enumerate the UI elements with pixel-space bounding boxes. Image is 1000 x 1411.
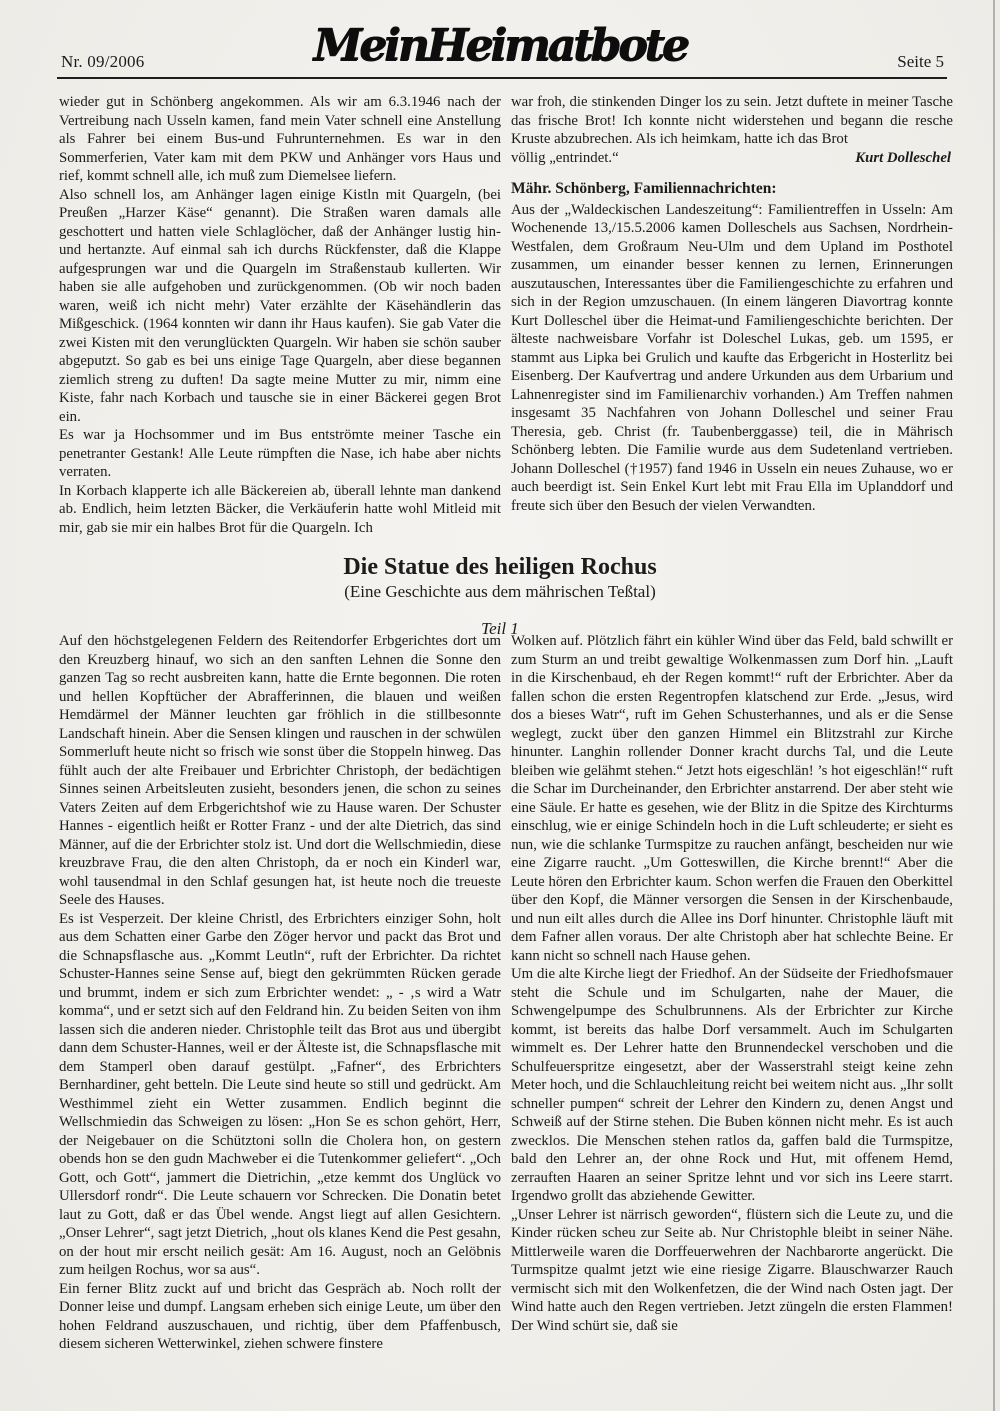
paragraph: Es ist Vesperzeit. Der kleine Christl, des Erbrichters einziger Sohn, holt aus dem Schatten einer Garbe den Zöger hervor und packt das Brot und die Schnapsflasche aus. „Kommt Leutln“, ruft der Erbrichter. Da richtet Schuster-Hannes seine Sense auf, biegt den gekrümmten Rücken gerade und brummt, indem er sich zum Erbrichter wendet: „ - ‚s wird a Watr komma“, und er setzt sich auf den Feldrand hin. Zu beiden Seiten von ihm lassen sich die anderen nieder. Christophle teilt das Brot aus und übergibt dann dem Schuster-Hannes, weil er der Älteste ist, die Schnapsflasche mit dem Stamperl oben darauf gestülpt. „Fafner“, des Erbrichters Bernhardiner, geht betteln. Die Leute sind heute so still und gedrückt. Am Westhimmel zieht ein Wetter zusammen. Endlich beginnt die Wellschmiedin das Schweigen zu lösen: „Hon Se es schon gehört, Herr, der Neigebauer on die Schütztoni solln die Cholera hon, on gestern obends hon se den gudn Machweber ei die Tutenkommer geliefert“. „Och Gott, och Gott“, jammert die Dietrichin, „etze kemmt dos Unglück vo Ullersdorf rondr“. Die Leute schauern vor Schrecken. Die Donatin betet laut zu Gott, daß er das Übel wende. Angst liegt auf allen Gesichtern. „Onser Lehrer“, sagt jetzt Dietrich, „hout ols klanes Kend die Pest gesahn, on der hout mir erscht neilich gesät: Am 16. August, noch an Gelöbnis zum heilgen Rochus, wor sa aus“. [59, 910, 501, 1278]
paragraph: Es war ja Hochsommer und im Bus entströmte meiner Tasche ein penetranter Gestank! Alle Leute rümpften die Nase, ich habe aber nichts verraten. [59, 427, 501, 480]
family-news-heading: Mähr. Schönberg, Familiennachrichten: [511, 180, 777, 197]
paragraph-last-line: völlig „entrindet.“ [511, 149, 619, 166]
story-title-block [0, 554, 1000, 638]
masthead-logo: MeinHeimatbote [313, 20, 687, 71]
story-part-label: Teil 1 [481, 619, 519, 638]
header-rule [57, 77, 947, 79]
rochus-story-left-column [59, 632, 501, 1400]
paragraph: wieder gut in Schönberg angekommen. Als wir am 6.3.1946 nach der Vertreibung nach Usseln kamen, fand mein Vater schnell eine Anstellung als Fahrer bei einem Bus-und Fuhrunternehmen. Es war in den Sommerferien, Vater kam mit dem PKW und Anhänger vors Haus und rief, kommt schnell alle, ich muß zum Diemelsee liefern. [59, 94, 501, 184]
author-byline: Kurt Dolleschel [855, 149, 951, 166]
scan-edge-artifact [993, 0, 995, 1411]
paragraph: Um die alte Kirche liegt der Friedhof. An der Südseite der Friedhofsmauer steht die Schule und im Schulgarten, nahe der Mauer, die Schwengelpumpe des Schulbrunnens. Als der Erbrichter zur Kirche kommt, ist bereits das halbe Dorf versammelt. Auch im Schulgarten wimmelt es. Der Lehrer hatte den Brunnendeckel verschoben und die Schulfeuerspritze eingesetzt, aber der Wasserstrahl steigt keine zehn Meter hoch, und die Schlauchleitung reicht bei weitem nicht aus. „Ihr sollt schneller pumpen“ schreit der Lehrer den Kindern zu, denen Angst und Schweiß auf der Stirne stehen. Die Buben können nicht mehr. Es ist auch zwecklos. Die Menschen stehen ratlos da, gaffen bald die Turmspitze, bald den Lehrer an, der ohne Rock und Hut, mit offenem Hemd, zerrauften Haaren an seiner Spritze lehnt und vor sich ins Leere starrt. Irgendwo grollt das abziehende Gewitter. [511, 966, 953, 1204]
paragraph: Auf den höchstgelegenen Feldern des Reitendorfer Erbgerichtes dort um den Kreuzberg hinauf, wo sich an den sanften Lehnen die Sonne den ganzen Tag so recht ausbreiten kann, hatte die Ernte begonnen. Die roten und hellen Kopftücher der Abrafferinnen, die blauen und weißen Hemdärmel der Männer leuchten gar fröhlich in die stillbesonnte Landschaft hinein. Aber die Sensen klingen und rauschen in der schwülen Sommerluft heute nicht so frisch wie sonst über die Stoppeln hinweg. Das fühlt auch der alte Freibauer und Erbrichter Christoph, der bedächtigen Sinnes seinen Arbeitsleuten zusieht, besonders jenen, die schon zu seines Vaters Zeiten auf dem Erbgerichtshof wie zu Hause waren. Der Schuster Hannes - eigentlich heißt er Rotter Franz - und der alte Dietrich, das sind Männer, auf die der Erbrichter stolz ist. Und dort die Wellschmiedin, diese kreuzbrave Frau, die den alten Christoph, da er noch ein Kinderl war, wohl tausendmal in den Schlaf gesungen hat, ist heute noch die treueste Seele des Hauses. [59, 633, 501, 908]
story-subtitle: (Eine Geschichte aus dem mährischen Teßtal) [344, 582, 656, 601]
paragraph: Wolken auf. Plötzlich fährt ein kühler Wind über das Feld, bald schwillt er zum Sturm an und treibt gewaltige Wolkenmassen zum Dorf hin. „Lauft in die Kirschenbaud, eh der Regen kommt!“ ruft der Erbrichter. Aber da fallen schon die ersten Regentropfen klatschend zur Erde. „Jesus, wird dos a bieses Watr“, ruft im Gehen Schusterhannes, und als er die Sense weglegt, zuckt über den ganzen Himmel ein Blitzstrahl zur Kirche hinunter. Langhin rollender Donner kracht durchs Tal, und die Leute bleiben wie gelähmt stehen.“ Jetzt hots eigeschlän! ’s hot eigeschlän!“ ruft die Schar im Durcheinander, den Erbrichter anstarrend. Der aber steht wie eine Säule. Er hatte es gesehen, wie der Blitz in die Spitze des Kirchturms einschlug, wie er einige Schindeln hoch in die Luft schleuderte; er sieht es nun, wie die schlanke Turmspitze zu rauchen anfängt, bescheiden nur wie eine Zigarre raucht. „Um Gotteswillen, die Kirche brennt!“ Aber die Leute hören den Erbrichter kaum. Schon werfen die Frauen den Oberkittel über den Kopf, die Männer versorgen die Sensen in der Kirschenbaude, und nun eilt alles durch die Allee ins Dorf hinunter. Christophle läuft mit dem Fafner allen voraus. Der alte Christoph aber hat schlechte Beine. Er kann nicht so schnell nach Hause gehen. [511, 633, 953, 964]
paragraph: war froh, die stinkenden Dinger los zu sein. Jetzt duftete in meiner Tasche das frische Brot! Ich konnte nicht widerstehen und begann die resche Kruste abzubrechen. Als ich heimkam, hatte ich das Brot [511, 94, 953, 147]
issue-number: Nr. 09/2006 [61, 52, 145, 71]
paragraph: Ein ferner Blitz zuckt auf und bricht das Gespräch ab. Noch rollt der Donner leise und dumpf. Langsam erheben sich einige Leute, um über den hohen Feldrand auszuschauen, und richtig, über dem Pfaffenbusch, diesem sicheren Wetterwinkel, ziehen schwere finstere [59, 1280, 501, 1352]
quargeln-article-left-column [59, 93, 501, 555]
story-title: Die Statue des heiligen Rochus [343, 554, 657, 580]
quargeln-article-right-column [511, 93, 953, 555]
paragraph: „Unser Lehrer ist närrisch geworden“, flüstern sich die Leute zu, und die Kinder rücken scheu zur Seite ab. Nur Christophle bleibt in seiner Nähe. Mittlerweile waren die Dorffeuerwehren der Nachbarorte angerückt. Die Turmspitze qualmt jetzt wie eine riesige Zigarre. Blauschwarzer Rauch vermischt sich mit den Wolkenfetzen, die der Wind nach Osten jagt. Der Wind hatte auch den Regen vertrieben. Jetzt züngeln die ersten Flammen! Der Wind schürt sie, daß sie [511, 1206, 953, 1334]
page-number: Seite 5 [897, 52, 944, 71]
paragraph: Also schnell los, am Anhänger lagen einige Kistln mit Quargeln, (bei Preußen „Harzer Käse“ genannt). Die Straßen waren damals alle geschottert und hatten viele Schlaglöcher, daß der Anhänger lustig hin- und hertanzte. Auf einmal sah ich durchs Rückfenster, daß die Klappe aufgesprungen war und die Quargeln im Straßenstaub kullerten. Wir haben sie alle aufgehoben und zurückgenommen. (Ob wir noch baden waren, weiß ich nicht mehr) Vater erzählte der Käsehändlerin das Mißgeschick. (1964 konnten wir dann ihr Haus kaufen). Sie gab Vater die zwei Kisten mit den verunglückten Quargeln. Wir haben sie schön sauber abgeputzt. So gab es bei uns einige Tage Quargeln, aber diese begannen ziemlich streng zu duften! Da sagte meine Mutter zu mir, nimm eine Kiste, fahr nach Korbach und tausche sie in einer Bäckerei gegen Brot ein. [59, 186, 501, 425]
paragraph: In Korbach klapperte ich alle Bäckereien ab, überall lehnte man dankend ab. Endlich, heim letzten Bäcker, die Verkäuferin hatte wohl Mitleid mit mir, gab sie mir ein halbes Brot für die Quargeln. Ich [59, 482, 501, 536]
byline-row [511, 149, 953, 168]
paragraph: Aus der „Waldeckischen Landeszeitung“: Familientreffen in Usseln: Am Wochenende 13,/15.5.2006 kamen Dolleschels aus Sachsen, Nordrhein-Westfalen, dem Großraum Neu-Ulm und dem Upland im Posthotel zusammen, um einander besser kennen zu lernen, Erinnerungen auszutauschen, Interessantes über die Familiengeschichte zu erfahren und sich in der Region umzuschauen. (In einem längeren Diavortrag konnte Kurt Dolleschel über die Heimat-und Familiengeschichte berichten. Der älteste nachweisbare Vorfahr ist Doleschel Lukas, geb. um 1595, er stammt aus Lipka bei Grulich und kaufte das Erbgericht in Hosterlitz bei Eisenberg. Der Kaufvertrag und andere Urkunden aus dem Urbarium und Lahnenregister sind im Familienarchiv vorhanden.) Am Treffen nahmen insgesamt 35 Nachfahren von Johann Dolleschel und seiner Frau Theresia, geb. Christ (fr. Taubenberggasse) teil, die in Mährisch Schönberg lebten. Die Familie wurde aus dem Sudetenland vertrieben. Johann Dolleschel (†1957) fand 1946 in Usseln ein neues Zuhause, wo er auch beerdigt ist. Sein Enkel Kurt lebt mit Frau Ella im Uplanddorf und freute sich über den Besuch der vielen Verwandten. [511, 201, 953, 514]
rochus-story-right-column [511, 632, 953, 1400]
